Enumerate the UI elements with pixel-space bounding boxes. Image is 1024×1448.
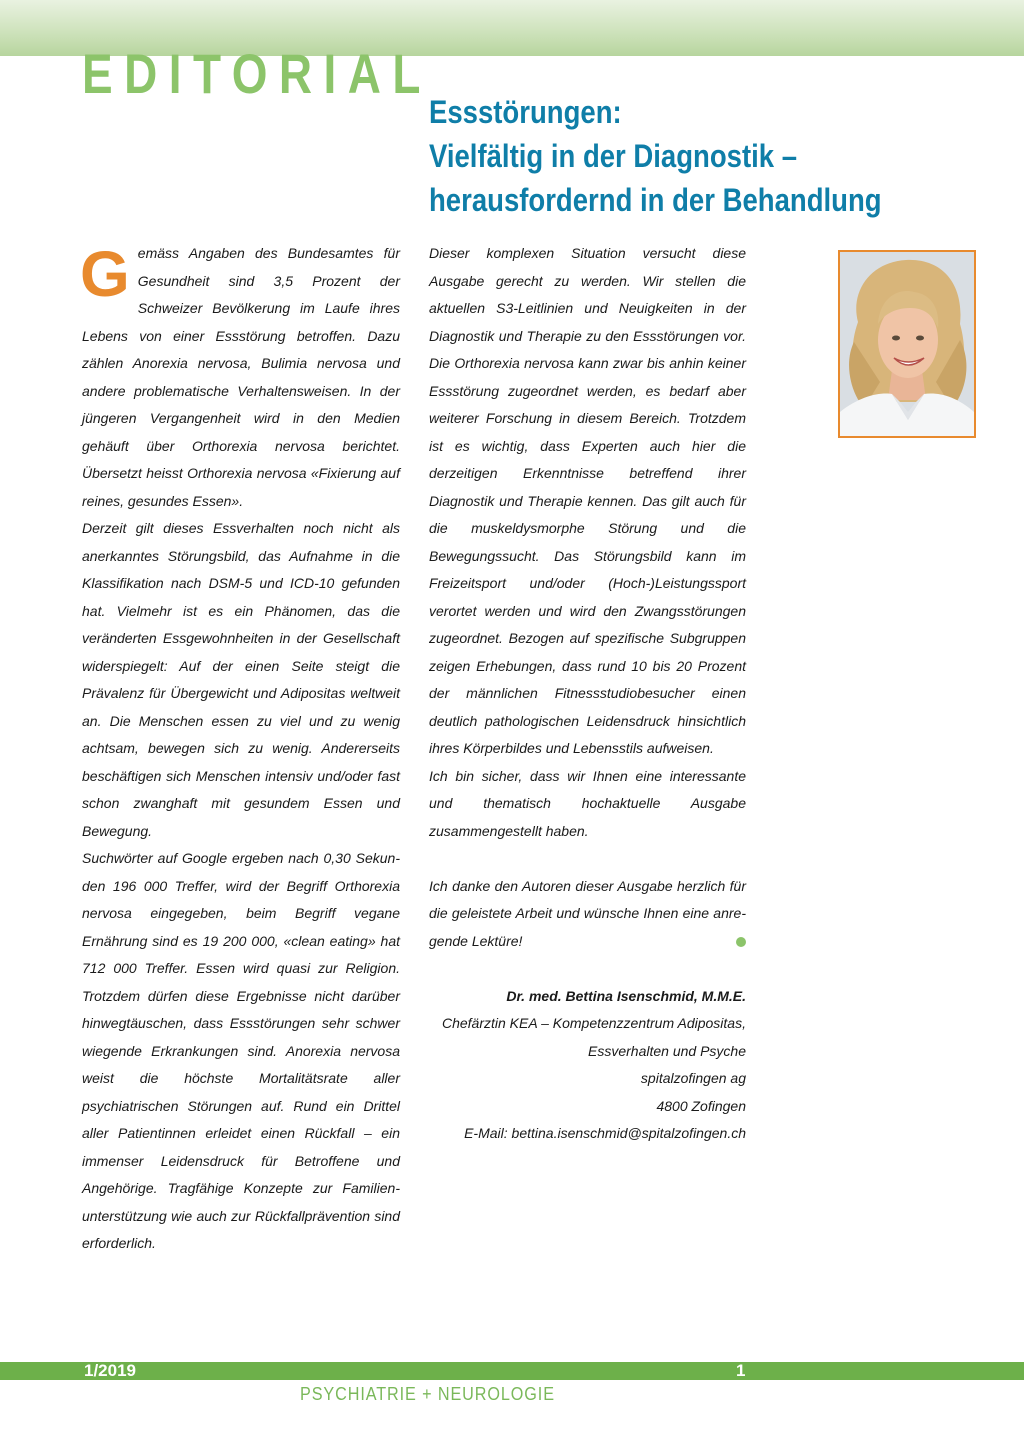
paragraph	[82, 240, 400, 515]
paragraph: Ich bin sicher, dass wir Ihnen eine interessante und thematisch hochaktuelle Ausgabe zusammengestellt haben.	[429, 767, 746, 839]
spacer	[429, 845, 746, 873]
page-number: 1	[736, 1361, 746, 1380]
left-column	[82, 240, 400, 1258]
author-signature	[429, 983, 746, 1148]
author-city: 4800 Zofingen	[656, 1097, 746, 1114]
paragraph	[429, 873, 746, 956]
spacer	[429, 955, 746, 983]
journal-title: PSYCHIATRIE + NEUROLOGIE	[300, 1384, 555, 1404]
paragraph: Suchwörter auf Google ergeben nach 0,30 Sekunden 196 000 Treffer, wird der Begriff Orthorexia nervosa eingegeben, beim Begriff vegane Ernährung sind es 19 200 000, «clean eating» hat 712 000 Treffer. Essen wird quasi zur Religion. Trotzdem dürfen diese Ergebnisse nicht darüber hinwegtäuschen, dass Essstörungen sehr schwer wiegende Erkrankungen sind. Anorexia nervosa weist die höchste Mortalitätsrate aller psychiatrischen Störungen auf. Rund ein Drittel aller Patientinnen erleidet einen Rückfall – ein immenser Leidensdruck für Betroffene und Angehörige. Tragfähige Konzepte zur Familienunterstützung wie auch zur Rückfallprävention sind erforderlich.	[82, 850, 400, 1251]
author-name: Dr. med. Bettina Isenschmid, M.M.E.	[506, 987, 746, 1004]
right-column	[429, 240, 746, 1148]
author-email[interactable]: E-Mail: bettina.isenschmid@spitalzofingen.ch	[464, 1125, 746, 1141]
headline-line-2: Vielfältig in der Diagnostik –	[429, 138, 798, 174]
headline-line-3: herausfordernd in der Behandlung	[429, 182, 882, 218]
author-affiliation: Chefärztin KEA – Kompetenzzentrum Adipositas,	[441, 1015, 746, 1031]
author-portrait-image	[840, 252, 974, 436]
paragraph-text: Ich danke den Autoren dieser Ausgabe herzlich für die geleistete Arbeit und wünsche Ihnen eine anregende Lektüre!	[429, 877, 746, 949]
author-portrait	[838, 250, 976, 438]
article-headline	[429, 90, 911, 222]
headline-line-1: Essstörungen:	[429, 94, 622, 130]
footer-band	[0, 1362, 1024, 1380]
green-dot-icon	[736, 937, 746, 947]
drop-cap: G	[80, 238, 130, 310]
paragraph: Derzeit gilt dieses Essverhalten noch nicht als anerkanntes Störungsbild, das Aufnahme in die Klassifikation nach DSM-5 und ICD-10 gefunden hat. Vielmehr ist es ein Phänomen, das die veränderten Essgewohnheiten in der Gesellschaft widerspiegelt: Auf der einen Seite steigt die Prävalenz für Übergewicht und Adipositas weltweit an. Die Menschen essen zu viel und zu wenig achtsam, bewegen sich zu wenig. Andererseits beschäftigen sich Menschen intensiv und/oder fast schon zwanghaft mit gesundem Essen und Bewegung.	[82, 520, 400, 839]
paragraph: Dieser komplexen Situation versucht diese Ausgabe gerecht zu werden. Wir stellen die aktuellen S3-Leitlinien und Neuigkeiten in der Diagnostik und Therapie zu den Essstörungen vor. Die Orthorexia nervosa kann zwar bis anhin keiner Essstörung zugeordnet werden, es bedarf aber weiterer Forschung in diesem Bereich. Trotzdem ist es wichtig, dass Experten auch hier die derzeitigen Erkenntnisse betreffend ihrer Diagnostik und Therapie kennen. Das gilt auch für die muskeldysmorphe Störung und die Bewegungssucht. Das Störungsbild kann im Freizeitsport und/oder (Hoch-)Leistungssport verortet werden und wird den Zwangsstörungen zugeordnet. Bezogen auf spezifische Subgruppen zeigen Erhebungen, dass rund 10 bis 20 Prozent der männlichen Fitnessstudiobesucher einen deutlich pathologischen Leidensdruck hinsichtlich ihres Körperbildes und Lebensstils aufweisen.	[429, 245, 746, 756]
author-affiliation: Essverhalten und Psyche	[588, 1042, 746, 1059]
section-label: EDITORIAL	[82, 42, 432, 105]
paragraph-text: emäss Angaben des Bundesamtes für Gesundheit sind 3,5 Prozent der Schweizer Bevölkerung im Laufe ihres Lebens von einer Essstörung betroffen. Dazu zählen Anorexia nervosa, Bulimia nervosa und andere problematische Verhaltensweisen. In der jüngeren Vergangenheit wird in den Medien gehäuft über Orthorexia nervosa berichtet. Übersetzt heisst Orthorexia nervosa «Fixierung auf reines, gesundes Essen».	[82, 245, 400, 509]
author-organization: spitalzofingen ag	[640, 1070, 746, 1086]
issue-number: 1/2019	[84, 1361, 136, 1380]
